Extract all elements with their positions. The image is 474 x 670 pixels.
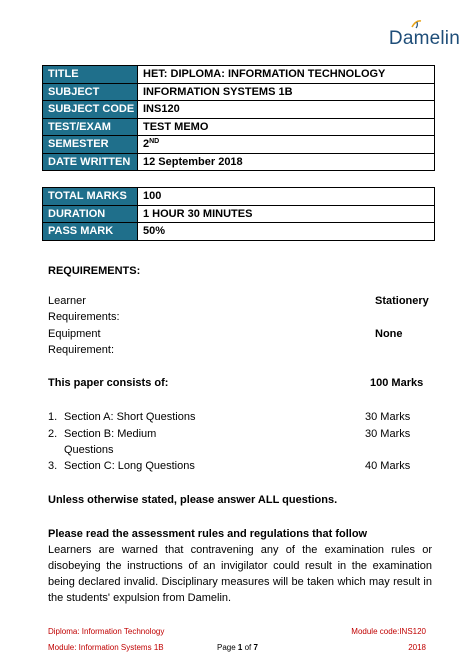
rules-body: Learners are warned that contravening any of the examination rules or disobeying the instructions of an invigilator could result in the examination being declared invalid. Disciplinary measures will be taken which may result in the students' expulsion from Damelin. (48, 544, 432, 604)
page-prefix: Page (217, 643, 238, 652)
section-name: Section A: Short Questions (64, 411, 196, 423)
row-value: HET: DIPLOMA: INFORMATION TECHNOLOGY (138, 66, 435, 84)
marks-table (42, 187, 435, 241)
row-value: INFORMATION SYSTEMS 1B (138, 83, 435, 101)
answer-instruction: Unless otherwise stated, please answer ALL questions. (48, 494, 338, 506)
page-of: of (242, 643, 254, 652)
row-value: TEST MEMO (138, 118, 435, 136)
section-number: 3. (48, 460, 58, 472)
section-name (64, 426, 156, 458)
table-row (43, 118, 435, 136)
page-current: 1 (237, 643, 243, 652)
logo-swoosh-icon (410, 19, 422, 29)
section-name: Section C: Long Questions (64, 460, 195, 472)
learner-requirements-value: Stationery (375, 295, 429, 307)
row-label: DURATION (43, 205, 138, 223)
footer-module-code: Module code:INS120 (351, 627, 426, 636)
row-value: 50% (138, 223, 435, 241)
table-row (43, 136, 435, 154)
learner-label-line1: Learner (48, 295, 86, 307)
learner-label-line2: Requirements: (48, 311, 120, 323)
section-marks: 30 Marks (365, 411, 411, 423)
table-row (43, 101, 435, 119)
page-total: 7 (253, 643, 258, 652)
footer-diploma: Diploma: Information Technology (48, 627, 165, 636)
row-label: SEMESTER (43, 136, 138, 154)
row-value: 1 HOUR 30 MINUTES (138, 205, 435, 223)
section-number: 1. (48, 411, 58, 423)
row-label: TITLE (43, 66, 138, 84)
row-value: 100 (138, 188, 435, 206)
equipment-label-line1: Equipment (48, 328, 101, 340)
semester-suffix: ND (149, 138, 160, 146)
table-row (43, 188, 435, 206)
table-row (43, 66, 435, 84)
table-row (43, 83, 435, 101)
semester-number: 2 (143, 138, 150, 151)
equipment-requirement-label (48, 326, 114, 358)
section-number: 2. (48, 428, 58, 440)
page-number (217, 643, 258, 652)
section-marks: 30 Marks (365, 428, 411, 440)
row-value: 12 September 2018 (138, 153, 435, 171)
row-value (138, 136, 435, 154)
info-table (42, 65, 435, 171)
damelin-logo (389, 28, 460, 50)
row-label: PASS MARK (43, 223, 138, 241)
section-marks: 40 Marks (365, 460, 411, 472)
logo-text: Damelin (388, 28, 460, 49)
row-value: INS120 (138, 101, 435, 119)
row-label: SUBJECT CODE (43, 101, 138, 119)
paper-heading: This paper consists of: (48, 377, 169, 389)
row-label: SUBJECT (43, 83, 138, 101)
section-name-line1: Section B: Medium (64, 428, 157, 440)
table-row (43, 205, 435, 223)
equipment-label-line2: Requirement: (48, 344, 115, 356)
table-row (43, 153, 435, 171)
rules-heading: Please read the assessment rules and regulations that follow (48, 528, 368, 540)
row-label: DATE WRITTEN (43, 153, 138, 171)
footer-module: Module: Information Systems 1B (48, 643, 164, 652)
row-label: TEST/EXAM (43, 118, 138, 136)
equipment-requirement-value: None (375, 328, 403, 340)
table-row (43, 223, 435, 241)
paper-total-marks: 100 Marks (370, 377, 424, 389)
section-name-line2: Questions (64, 444, 114, 456)
requirements-heading: REQUIREMENTS: (48, 265, 141, 277)
learner-requirements-label (48, 293, 120, 325)
row-label: TOTAL MARKS (43, 188, 138, 206)
footer-year: 2018 (408, 643, 426, 652)
